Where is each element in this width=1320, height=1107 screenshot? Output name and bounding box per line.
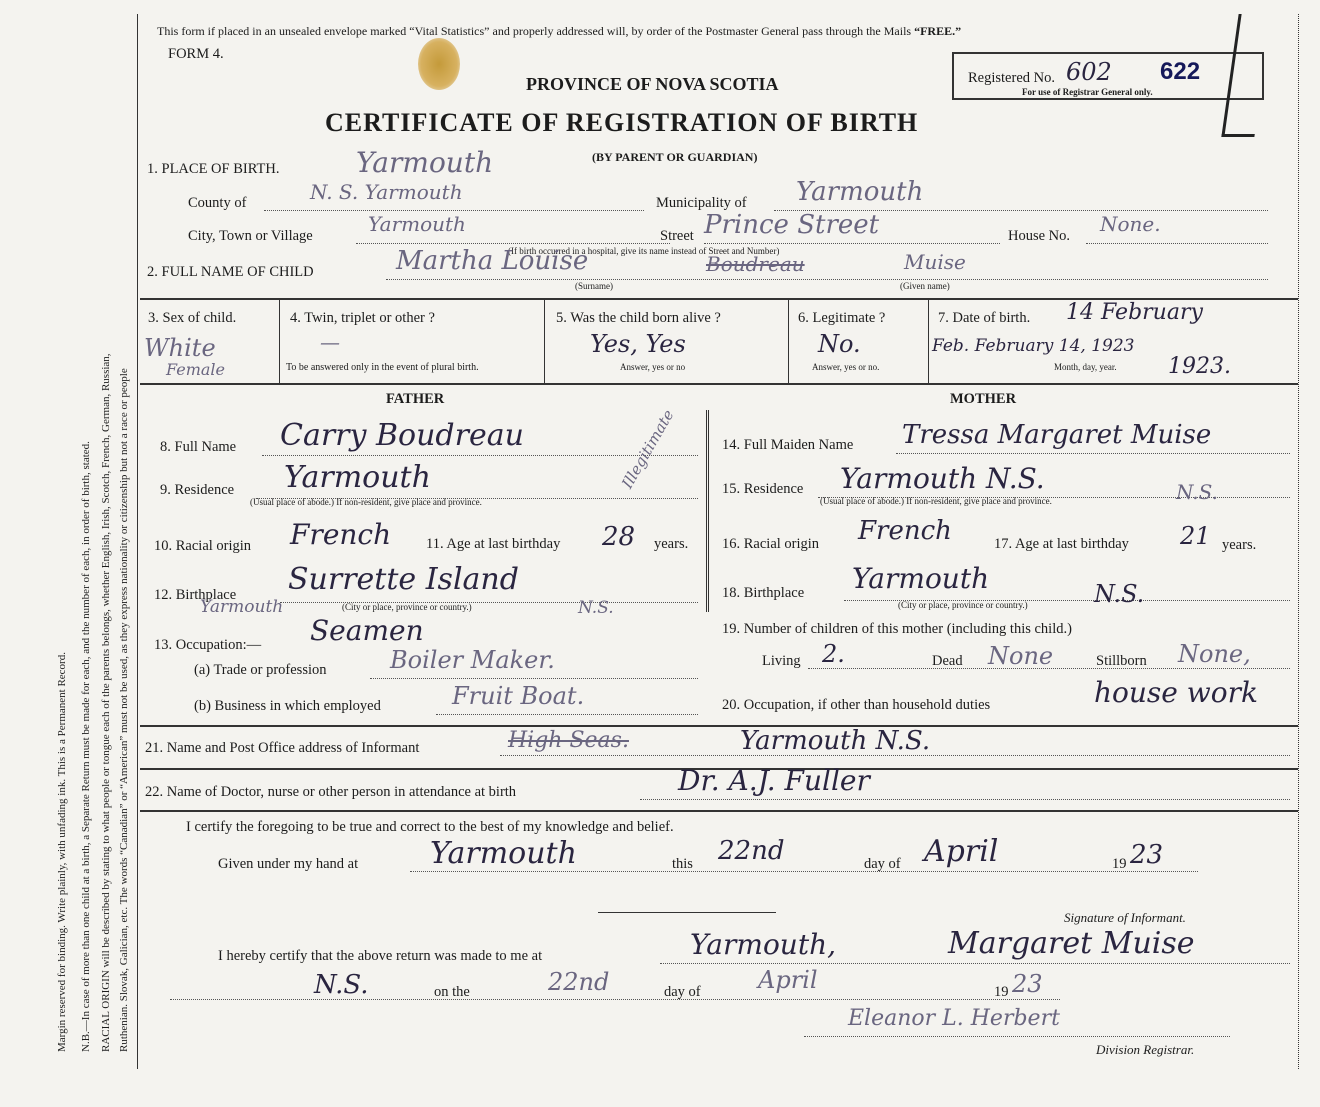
- given-day: 22nd: [718, 836, 785, 866]
- informant-signature-line: [598, 912, 776, 913]
- surname-caption: (Surname): [575, 281, 613, 291]
- dob-value-1: 14 February: [1066, 300, 1203, 325]
- free-label: “FREE.”: [914, 24, 962, 38]
- form-number: FORM 4.: [168, 46, 224, 62]
- twin-note: To be answered only in the event of plural birth.: [286, 362, 479, 373]
- mother-birthplace-label: 18. Birthplace: [722, 585, 805, 601]
- sex-value-2: Female: [166, 360, 225, 379]
- legitimate-label: 6. Legitimate ?: [798, 310, 886, 326]
- mother-name-line: [896, 453, 1290, 454]
- certify-top-line: [140, 810, 1298, 812]
- row3-divider-4: [928, 298, 929, 383]
- row3-divider-1: [279, 298, 280, 383]
- doctor-label: 22. Name of Doctor, nurse or other person in attendance at birth: [145, 784, 517, 800]
- house-value: None.: [1100, 212, 1161, 236]
- father-occupation-value: Seamen: [310, 614, 424, 647]
- father-age-value: 28: [602, 522, 636, 552]
- mother-age-unit: years.: [1222, 537, 1257, 553]
- on-the-label: on the: [434, 984, 470, 1000]
- registrar-year: 23: [1012, 970, 1043, 998]
- child-surname-final: Muise: [904, 250, 966, 274]
- margin-note-1: Margin reserved for binding. Write plainly, with unfading ink. This is a Permanent Record.: [56, 652, 68, 1052]
- province-title: PROVINCE OF NOVA SCOTIA: [526, 74, 779, 94]
- mother-birthplace-value: Yarmouth: [852, 562, 990, 595]
- father-name-value: Carry Boudreau: [280, 418, 524, 453]
- certify-statement: I certify the foregoing to be true and correct to the best of my knowledge and belief.: [186, 819, 674, 835]
- father-birthplace-label: 12. Birthplace: [154, 587, 237, 603]
- margin-note-4: Ruthenian. Slovak, Galician, etc. The words “Canadian” or “American” must not be used, as they express nationality or citizenship but not a race or people: [118, 368, 130, 1052]
- registrar-place-2: N.S.: [314, 970, 369, 1000]
- father-occupation-label: 13. Occupation:—: [154, 637, 262, 653]
- father-birthplace-sub2: N.S.: [578, 598, 614, 618]
- county-line: [264, 210, 644, 211]
- street-label: Street: [660, 228, 694, 244]
- row3-divider-3: [788, 298, 789, 383]
- municipality-label: Municipality of: [656, 195, 747, 211]
- registrar-signature-line: [804, 1036, 1230, 1037]
- row3-bottom-line: [140, 383, 1298, 385]
- dob-value-3: 1923.: [1168, 354, 1231, 379]
- place-of-birth-value: Yarmouth: [356, 146, 494, 179]
- father-racial-label: 10. Racial origin: [154, 538, 252, 554]
- father-name-label: 8. Full Name: [160, 439, 237, 455]
- informant-top-line: [140, 725, 1298, 727]
- father-trade-label: (a) Trade or profession: [194, 662, 327, 678]
- informant-value: Yarmouth N.S.: [740, 726, 931, 756]
- living-value: 2.: [822, 640, 845, 668]
- mother-residence-note: (Usual place of abode.) If non-resident, give place and province.: [820, 496, 1052, 506]
- father-racial-value: French: [290, 518, 392, 551]
- father-residence-label: 9. Residence: [160, 482, 235, 498]
- mother-name-value: Tressa Margaret Muise: [902, 420, 1212, 450]
- father-trade-value: Boiler Maker.: [390, 646, 555, 674]
- registrar-statement-line: [660, 963, 1290, 964]
- father-birthplace-note: (City or place, province or country.): [342, 602, 472, 612]
- street-line: [704, 243, 1000, 244]
- registrar-date-line: [170, 999, 1060, 1000]
- dob-note: Month, day, year.: [1054, 362, 1117, 372]
- dead-value: None: [988, 642, 1054, 670]
- mother-children-label: 19. Number of children of this mother (including this child.): [722, 621, 1072, 637]
- child-given-name: Martha Louise: [396, 246, 589, 276]
- corner-mark: [1221, 14, 1271, 137]
- mother-residence-label: 15. Residence: [722, 481, 804, 497]
- mother-occupation-label: 20. Occupation, if other than household duties: [722, 697, 991, 713]
- margin-note-3: RACIAL ORIGIN will be described by stating to what people or tongue each of the parents belongs, whether English, Irish, Scotch, French, German, Russian,: [100, 353, 112, 1052]
- registrar-use-note: For use of Registrar General only.: [1022, 87, 1153, 97]
- father-header: FATHER: [386, 391, 445, 407]
- twin-value: —: [320, 330, 340, 354]
- father-business-value: Fruit Boat.: [452, 682, 585, 710]
- registered-number-stamped: 622: [1160, 58, 1201, 85]
- given-place: Yarmouth: [430, 836, 577, 871]
- row3-divider-2: [544, 298, 545, 383]
- legitimate-note: Answer, yes or no.: [812, 362, 880, 372]
- child-name-line: [386, 279, 1268, 280]
- informant-signature: Margaret Muise: [948, 926, 1195, 961]
- mother-birthplace-sub: N.S.: [1094, 580, 1145, 608]
- street-note: (If birth occurred in a hospital, give its name instead of Street and Number): [508, 246, 780, 256]
- father-residence-note: (Usual place of abode.) If non-resident, give place and province.: [250, 497, 482, 507]
- registrar-signature: Eleanor L. Herbert: [848, 1006, 1060, 1031]
- father-age-unit: years.: [654, 536, 689, 552]
- mother-occupation-value: house work: [1094, 676, 1258, 709]
- given-line: [410, 871, 1198, 872]
- alive-value: Yes, Yes: [590, 330, 686, 358]
- certificate-title: CERTIFICATE OF REGISTRATION OF BIRTH: [325, 108, 919, 137]
- alive-note: Answer, yes or no: [620, 362, 686, 372]
- mother-racial-label: 16. Racial origin: [722, 536, 820, 552]
- father-trade-line: [370, 678, 698, 679]
- mother-residence-value: Yarmouth N.S.: [840, 462, 1045, 495]
- children-line: [808, 668, 1290, 669]
- county-value: N. S. Yarmouth: [310, 180, 463, 204]
- doctor-value: Dr. A.J. Fuller: [678, 764, 870, 797]
- this-label: this: [672, 856, 693, 872]
- registered-number-handwritten: 602: [1066, 58, 1112, 86]
- left-margin-line: [137, 14, 138, 1069]
- right-margin-line: [1298, 14, 1299, 1069]
- division-registrar-label: Division Registrar.: [1096, 1042, 1195, 1057]
- registrar-month: April: [758, 966, 818, 994]
- county-label: County of: [188, 195, 247, 211]
- wax-stain: [418, 38, 460, 90]
- child-name-label: 2. FULL NAME OF CHILD: [147, 264, 314, 280]
- margin-note-2: N.B.—In case of more than one child at a birth, a Separate Return must be made for each, and the number of each, in order of birth, stated.: [80, 441, 92, 1052]
- city-label: City, Town or Village: [188, 228, 313, 244]
- doctor-line: [640, 799, 1290, 800]
- dob-label: 7. Date of birth.: [938, 310, 1031, 326]
- signature-informant-label: Signature of Informant.: [1064, 910, 1186, 925]
- day-of-label: day of: [864, 856, 901, 872]
- sex-value-1: White: [144, 334, 216, 362]
- given-year: 23: [1130, 840, 1164, 870]
- stillborn-label: Stillborn: [1096, 653, 1147, 669]
- mother-residence-extra: N.S.: [1176, 480, 1218, 504]
- registrar-place: Yarmouth,: [690, 928, 837, 961]
- parents-divider: [706, 410, 709, 612]
- dob-value-2: Feb. February 14, 1923: [932, 336, 1135, 356]
- given-name-caption: (Given name): [900, 281, 950, 291]
- registered-label: Registered No.: [968, 70, 1055, 86]
- registrar-day-of-label: day of: [664, 984, 701, 1000]
- place-of-birth-label: 1. PLACE OF BIRTH.: [147, 161, 280, 177]
- registrar-statement: I hereby certify that the above return was made to me at: [218, 948, 543, 964]
- house-line: [1086, 243, 1268, 244]
- subtitle: (BY PARENT OR GUARDIAN): [592, 150, 758, 164]
- mother-age-value: 21: [1180, 522, 1211, 550]
- registrar-year-prefix: 19: [994, 984, 1009, 1000]
- father-age-label: 11. Age at last birthday: [426, 536, 561, 552]
- alive-label: 5. Was the child born alive ?: [556, 310, 721, 326]
- father-business-label: (b) Business in which employed: [194, 698, 381, 714]
- given-month: April: [924, 834, 999, 869]
- house-label: House No.: [1008, 228, 1071, 244]
- father-birthplace-sub: Yarmouth: [200, 597, 284, 617]
- city-value: Yarmouth: [368, 212, 466, 236]
- child-surname-struck: Boudreau: [706, 252, 805, 276]
- mother-birthplace-note: (City or place, province or country.): [898, 600, 1028, 610]
- father-birthplace-value: Surrette Island: [288, 562, 519, 597]
- street-value: Prince Street: [704, 210, 880, 240]
- sex-label: 3. Sex of child.: [148, 310, 237, 326]
- city-line: [356, 243, 670, 244]
- registrar-day: 22nd: [548, 968, 610, 996]
- legitimate-value: No.: [818, 330, 861, 358]
- mother-header: MOTHER: [950, 391, 1017, 407]
- municipality-value: Yarmouth: [796, 177, 924, 207]
- informant-struck-value: High Seas.: [508, 728, 629, 753]
- given-label: Given under my hand at: [218, 856, 359, 872]
- registered-box: [952, 52, 1264, 100]
- father-residence-value: Yarmouth: [284, 460, 431, 495]
- mother-name-label: 14. Full Maiden Name: [722, 437, 854, 453]
- given-year-prefix: 19: [1112, 856, 1127, 872]
- informant-label: 21. Name and Post Office address of Informant: [145, 740, 420, 756]
- living-label: Living: [762, 653, 801, 669]
- twin-label: 4. Twin, triplet or other ?: [290, 310, 435, 326]
- mother-racial-value: French: [858, 516, 952, 546]
- mail-notice: This form if placed in an unsealed envelope marked “Vital Statistics” and properly addressed will, by order of the Postmaster General pass through the Mails “FREE.”: [157, 24, 962, 38]
- father-business-line: [436, 714, 698, 715]
- mother-age-label: 17. Age at last birthday: [994, 536, 1129, 552]
- stillborn-value: None,: [1178, 640, 1251, 668]
- illegitimate-note: Illegitimate: [618, 406, 678, 492]
- dead-label: Dead: [932, 653, 963, 669]
